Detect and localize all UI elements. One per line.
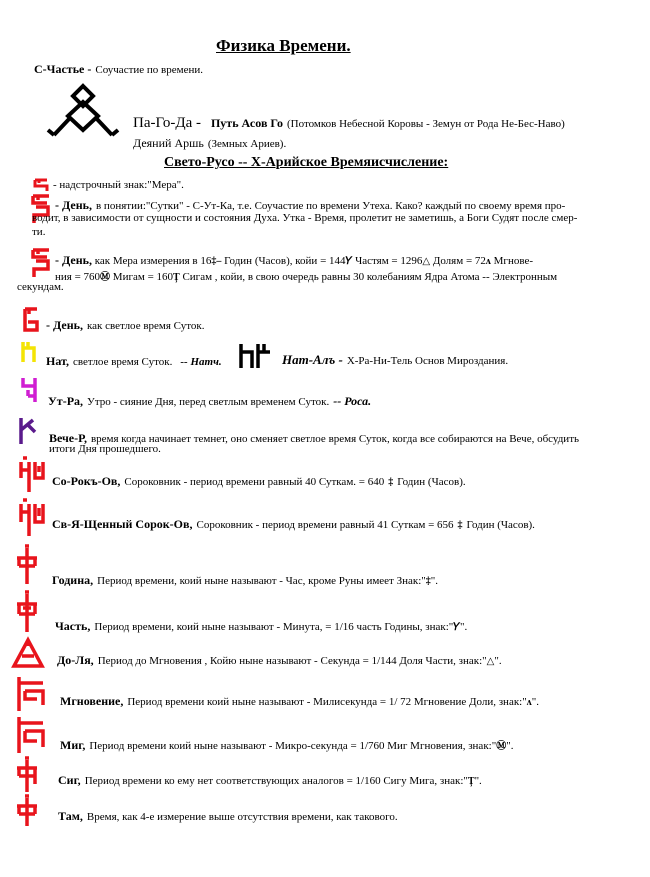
item-chast-text: Период времени, коий ныне называют - Минута, = 1/16 часть Годины, знак:" <box>94 621 454 633</box>
page-title: Физика Времени. <box>216 36 351 55</box>
chast-rune-icon <box>15 592 41 634</box>
item-mgnovenie-text: Период времени коий ныне называют - Милисекунда = 1/ 72 Мгновение Доли, знак:" <box>127 696 527 708</box>
sig-sign-icon: Ț <box>467 776 475 787</box>
mgnovenie-mark-icon: ʌ <box>485 256 491 267</box>
nat-rune-icon <box>20 340 38 366</box>
item-svsorok-term: Св-Я-Щенный Сорок-Ов, <box>52 517 193 531</box>
dolya-mark-icon: △ <box>422 256 431 267</box>
tam-rune-icon <box>15 796 41 828</box>
item-chast-end: ". <box>460 621 468 633</box>
item-natal-term: Нат-Алъ - <box>282 352 343 367</box>
sig-mark-icon: Ț <box>173 272 180 283</box>
mig-sign-icon: Ⓜ <box>496 741 507 752</box>
item-den1-term: - День, <box>55 198 92 212</box>
item-utra-line <box>48 392 371 410</box>
item-godina-term: Година, <box>52 573 94 587</box>
godina-sign-icon: ‡ <box>425 576 431 587</box>
item-sig-end: ". <box>474 775 482 787</box>
header-term-desc: Соучастие по времени. <box>95 64 203 76</box>
item-den2-text: как Мера измерения в 16 <box>94 255 212 267</box>
item-vecher-line2: итоги Дня прошедшего. <box>49 443 161 455</box>
godina-mark3-icon: ‡ <box>457 520 463 531</box>
item-mig-term: Миг, <box>60 738 86 752</box>
mig-mark-icon: Ⓜ <box>100 272 111 283</box>
natal-rune-icon <box>238 340 272 370</box>
item-mig-line <box>60 736 513 754</box>
item-sig-term: Сиг, <box>58 773 81 787</box>
item-den2-line1 <box>55 253 533 268</box>
item-svsorok-line <box>52 515 535 533</box>
pagoda-line-1 <box>133 114 565 132</box>
item-natal-text: Х-Ра-Ни-Тель Основ Мироздания. <box>346 355 509 367</box>
header-line <box>34 60 203 78</box>
den-mera-rune-icon <box>30 247 52 279</box>
item-tam-line <box>58 807 398 825</box>
item-mera-text: - надстрочный знак:"Мера". <box>53 179 184 191</box>
item-sorok-line <box>52 472 466 490</box>
item-chast-line <box>55 617 467 635</box>
item-dolya-text: Период до Мгновения , Койю ныне называют - Секунда = 1/144 Доля Части, знак:" <box>97 655 487 667</box>
item-godina-line <box>52 571 438 589</box>
item-chast-term: Часть, <box>55 619 91 633</box>
item-den2-2b: Мигам = 160 <box>112 271 174 283</box>
item-den2-term: - День, <box>55 253 92 267</box>
item-utra-term: Ут-Ра, <box>48 394 84 408</box>
item-svsorok-end: Годин (Часов). <box>466 519 535 531</box>
item-den2-2a: ния = 760 <box>55 271 101 283</box>
pagoda-d: (Земных Ариев). <box>207 138 287 150</box>
item-godina-text: Период времени, коий ныне называют - Час, кроме Руны имеет Знак:" <box>97 575 426 587</box>
mgnovenie-rune-icon <box>15 675 47 713</box>
item-den3-text: как светлое время Суток. <box>86 320 205 332</box>
item-nat-mark: -- Натч. <box>180 356 222 368</box>
item-svsorok-text: Сороковник - период времени равный 41 Суткам = 656 <box>196 519 454 531</box>
item-den2-line3: секундам. <box>17 281 64 293</box>
item-godina-end: ". <box>430 575 439 587</box>
utra-rune-icon <box>20 376 40 406</box>
item-mig-end: ". <box>506 740 514 752</box>
item-sorok-term: Со-Рокъ-Ов, <box>52 474 121 488</box>
godina-rune-icon <box>15 546 41 586</box>
item-sorok-end: Годин (Часов). <box>397 476 466 488</box>
item-natal-line <box>282 351 508 369</box>
den-light-rune-icon <box>22 306 40 334</box>
item-den2-tb: Частям = 1296 <box>355 255 423 267</box>
item-vecher-term: Вече-Р, <box>49 431 87 445</box>
item-den3-line <box>46 316 205 334</box>
header-term: С-Частье - <box>34 62 92 76</box>
mig-rune-icon <box>15 715 47 755</box>
item-den3-term: - День, <box>46 318 83 332</box>
vecher-rune-icon <box>17 416 39 446</box>
mgnovenie-sign-icon: ʌ <box>526 697 532 708</box>
item-den1-text: в понятии:"Сутки" - С-Ут-Ка, т.е. Соучастие по времени Утеха. Како? каждый по своему время про- <box>95 200 566 212</box>
sorokov-rune-icon <box>17 458 45 494</box>
pagoda-line-2 <box>133 134 286 152</box>
dolya-rune-icon <box>12 638 44 670</box>
item-den1-line2: водит, в зависимости от сущности и состояния Духа. Утка - Время, пролетит не заметишь, а Боги Судят после смер- <box>32 212 578 224</box>
pagoda-c: Деяний Аршь <box>133 136 204 150</box>
item-den2-line2 <box>55 268 557 283</box>
godina-mark-icon: ‡– <box>211 256 222 267</box>
chast-mark-icon: 𝛶 <box>345 256 353 267</box>
item-sorok-text: Сороковник - период времени равный 40 Суткам. = 640 <box>124 476 385 488</box>
item-dolya-term: До-Ля, <box>57 653 94 667</box>
item-mgnovenie-end: ". <box>531 696 539 708</box>
pagoda-a: Путь Асов Го <box>210 116 283 130</box>
pagoda-b: (Потомков Небесной Коровы - Земун от Рода Не-Бес-Наво) <box>287 118 565 130</box>
item-nat-line <box>46 352 222 370</box>
godina-mark2-icon: ‡ <box>388 477 394 488</box>
dolya-sign-icon: △ <box>486 656 495 667</box>
sig-rune-icon <box>15 758 41 794</box>
item-den2-2c: Сигам , койи, в свою очередь равны 30 колебаниям Ядра Атома -- Электронным <box>182 271 558 283</box>
svyaschenny-sorokov-rune-icon <box>17 500 45 538</box>
item-dolya-end: ". <box>494 655 502 667</box>
pagoda-rune-icon <box>46 80 121 145</box>
item-den1-line3: ти. <box>32 226 46 238</box>
item-mig-text: Период времени коий ныне называют - Микро-секунда = 1/760 Миг Мгновения, знак:" <box>89 740 497 752</box>
item-nat-text: светлое время Суток. <box>73 356 173 368</box>
item-utra-mark: -- Роса. <box>333 394 372 408</box>
item-nat-term: Нат, <box>46 354 70 368</box>
item-sig-line <box>58 771 482 789</box>
item-vecher-text: время когда начинает темнет, оно сменяет светлое время Суток, когда все собираются на Вече, обсудить <box>90 433 580 445</box>
item-tam-term: Там, <box>58 809 83 823</box>
pagoda-term: Па-Го-Да - <box>133 115 201 131</box>
chast-sign-icon: 𝛶 <box>453 622 461 633</box>
item-den2-tc: Долям = 72 <box>432 255 486 267</box>
item-den2-ta: Годин (Часов), койи = 144 <box>224 255 346 267</box>
item-mgnovenie-line <box>60 692 539 710</box>
item-utra-text: Утро - сияние Дня, перед светлым временем Суток. <box>87 396 330 408</box>
mera-rune-icon <box>33 177 51 193</box>
item-mgnovenie-term: Мгновение, <box>60 694 124 708</box>
subtitle: Свето-Русо -- Х-Арийское Времяисчисление: <box>164 155 449 170</box>
item-sig-text: Период времени ко ему нет соответствующих аналогов = 1/160 Сигу Мига, знак:" <box>84 775 468 787</box>
item-tam-text: Время, как 4-е измерение выше отсутствия времени, как такового. <box>86 811 398 823</box>
item-den2-td: Мгнове- <box>493 255 534 267</box>
item-dolya-line <box>57 651 502 669</box>
